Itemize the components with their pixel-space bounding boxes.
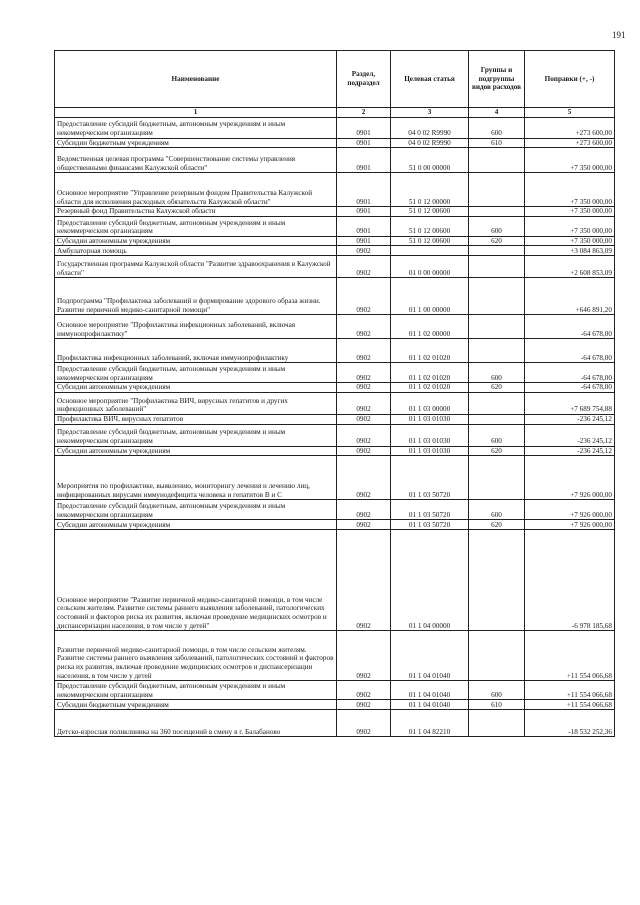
- row-group-cell: [469, 207, 525, 217]
- table-row: [55, 530, 615, 631]
- table-row: [55, 216, 615, 236]
- row-target-cell: 04 0 02 R9990: [391, 117, 469, 138]
- row-section-cell: 0902: [337, 446, 391, 456]
- row-section-cell: 0902: [337, 530, 391, 631]
- row-target-cell: 01 1 04 01040: [391, 681, 469, 700]
- row-section-cell: 0902: [337, 392, 391, 414]
- row-group-cell: [469, 456, 525, 500]
- row-target-cell: 51 0 12 00600: [391, 236, 469, 246]
- row-amount-cell: +7 926 000,00: [525, 500, 615, 520]
- row-amount-cell: +7 350 000,00: [525, 148, 615, 173]
- row-target-cell: 01 1 03 01030: [391, 446, 469, 456]
- row-amount-cell: +7 350 000,00: [525, 236, 615, 246]
- row-name-cell: Основное мероприятие "Развитие первичной медико-санитарной помощи, в том числе сельским жителям. Развитие системы раннего выявления заболеваний, патологических состояний и факторов риска их развития, включая проведение медицинских осмотров и диспансеризации населения, в том числе у детей": [55, 530, 337, 631]
- row-section-cell: 0901: [337, 216, 391, 236]
- row-group-cell: 620: [469, 520, 525, 530]
- table-row: [55, 414, 615, 424]
- row-section-cell: 0902: [337, 710, 391, 737]
- row-group-cell: [469, 530, 525, 631]
- row-target-cell: 01 1 04 01040: [391, 631, 469, 681]
- row-target-cell: 01 0 00 00000: [391, 256, 469, 278]
- row-group-cell: 600: [469, 216, 525, 236]
- row-amount-cell: +7 926 000,00: [525, 456, 615, 500]
- row-section-cell: 0902: [337, 520, 391, 530]
- row-section-cell: 0902: [337, 383, 391, 393]
- row-name-cell: Предоставление субсидий бюджетным, автономным учреждениям и иным некоммерческим организациям: [55, 216, 337, 236]
- row-amount-cell: +11 554 066,68: [525, 700, 615, 710]
- row-target-cell: [391, 246, 469, 256]
- table-row: [55, 631, 615, 681]
- row-name-cell: Развитие первичной медико-санитарной помощи, в том числе сельским жителям. Развитие системы раннего выявления заболеваний, патологических состояний и факторов риска их развития, включая проведение медицинских осмотров и диспансеризации населения, в том числе у детей: [55, 631, 337, 681]
- row-group-cell: [469, 148, 525, 173]
- row-name-cell: Основное мероприятие "Профилактика инфекционных заболеваний, включая иммунопрофилактику": [55, 315, 337, 339]
- table-row: [55, 700, 615, 710]
- row-target-cell: 01 1 03 00000: [391, 392, 469, 414]
- row-target-cell: 04 0 02 R9990: [391, 138, 469, 148]
- row-group-cell: [469, 339, 525, 363]
- row-name-cell: Государственная программа Калужской области "Развитие здравоохранения в Калужской области": [55, 256, 337, 278]
- header-target: Целевая статья: [391, 51, 469, 108]
- row-target-cell: 01 1 03 01030: [391, 424, 469, 446]
- row-amount-cell: +7 350 000,00: [525, 207, 615, 217]
- row-group-cell: 600: [469, 500, 525, 520]
- row-name-cell: Основное мероприятие "Управление резервным фондом Правительства Калужской области для исполнения расходных обязательств Калужской области": [55, 173, 337, 207]
- row-name-cell: Субсидии автономным учреждениям: [55, 446, 337, 456]
- header-row: [55, 51, 615, 108]
- row-name-cell: Предоставление субсидий бюджетным, автономным учреждениям и иным некоммерческим организациям: [55, 424, 337, 446]
- col-number: 5: [525, 108, 615, 118]
- row-group-cell: 620: [469, 383, 525, 393]
- table-row: [55, 138, 615, 148]
- row-amount-cell: +3 084 863,09: [525, 246, 615, 256]
- row-amount-cell: +2 608 853,09: [525, 256, 615, 278]
- row-amount-cell: +7 350 000,00: [525, 216, 615, 236]
- header-name: Наименование: [55, 51, 337, 108]
- row-target-cell: 51 0 00 00000: [391, 148, 469, 173]
- row-name-cell: Предоставление субсидий бюджетным, автономным учреждениям и иным некоммерческим организациям: [55, 363, 337, 383]
- table-row: [55, 315, 615, 339]
- row-section-cell: 0902: [337, 456, 391, 500]
- table-row: [55, 446, 615, 456]
- row-amount-cell: -64 678,00: [525, 363, 615, 383]
- table-row: [55, 363, 615, 383]
- header-amendments: Поправки (+, -): [525, 51, 615, 108]
- row-amount-cell: +11 554 066,68: [525, 681, 615, 700]
- row-name-cell: Субсидии бюджетным учреждениям: [55, 138, 337, 148]
- row-section-cell: 0901: [337, 236, 391, 246]
- row-name-cell: Предоставление субсидий бюджетным, автономным учреждениям и иным некоммерческим организациям: [55, 500, 337, 520]
- row-section-cell: 0902: [337, 363, 391, 383]
- row-target-cell: 01 1 02 00000: [391, 315, 469, 339]
- row-amount-cell: -236 245,12: [525, 446, 615, 456]
- budget-amendments-table: [54, 50, 615, 737]
- row-group-cell: [469, 414, 525, 424]
- table-row: [55, 681, 615, 700]
- table-row: [55, 236, 615, 246]
- row-name-cell: Детско-взрослая поликлиника на 360 посещений в смену в г. Балабаново: [55, 710, 337, 737]
- table-row: [55, 456, 615, 500]
- row-section-cell: 0901: [337, 117, 391, 138]
- table-row: [55, 246, 615, 256]
- row-group-cell: 600: [469, 117, 525, 138]
- row-section-cell: 0902: [337, 424, 391, 446]
- row-target-cell: 51 0 12 00600: [391, 207, 469, 217]
- row-target-cell: 01 1 00 00000: [391, 278, 469, 315]
- row-amount-cell: -6 978 185,68: [525, 530, 615, 631]
- row-section-cell: 0902: [337, 414, 391, 424]
- header-section: Раздел, подраздел: [337, 51, 391, 108]
- row-section-cell: 0902: [337, 339, 391, 363]
- row-name-cell: Ведомственная целевая программа "Совершенствование системы управления общественными финансами Калужской области": [55, 148, 337, 173]
- row-amount-cell: +273 600,00: [525, 117, 615, 138]
- row-name-cell: Амбулаторная помощь: [55, 246, 337, 256]
- row-name-cell: Субсидии автономным учреждениям: [55, 236, 337, 246]
- row-section-cell: 0902: [337, 256, 391, 278]
- row-name-cell: Мероприятия по профилактике, выявлению, мониторингу лечения и лечению лиц, инфицированных вирусами иммунодефицита человека и гепатитов В и С: [55, 456, 337, 500]
- row-group-cell: 600: [469, 681, 525, 700]
- row-amount-cell: +273 600,00: [525, 138, 615, 148]
- col-number: 3: [391, 108, 469, 118]
- table-row: [55, 383, 615, 393]
- row-target-cell: 01 1 04 01040: [391, 700, 469, 710]
- row-amount-cell: -236 245,12: [525, 424, 615, 446]
- row-section-cell: 0902: [337, 500, 391, 520]
- row-amount-cell: +646 891,20: [525, 278, 615, 315]
- table-row: [55, 278, 615, 315]
- table-row: [55, 256, 615, 278]
- row-amount-cell: +11 554 066,68: [525, 631, 615, 681]
- row-name-cell: Предоставление субсидий бюджетным, автономным учреждениям и иным некоммерческим организациям: [55, 117, 337, 138]
- row-amount-cell: -236 245,12: [525, 414, 615, 424]
- row-target-cell: 01 1 03 01030: [391, 414, 469, 424]
- row-section-cell: 0902: [337, 246, 391, 256]
- row-amount-cell: +7 926 000,00: [525, 520, 615, 530]
- row-target-cell: 01 1 04 82210: [391, 710, 469, 737]
- row-target-cell: 01 1 03 50720: [391, 456, 469, 500]
- row-name-cell: Субсидии бюджетным учреждениям: [55, 700, 337, 710]
- table-row: [55, 710, 615, 737]
- row-name-cell: Резервный фонд Правительства Калужской области: [55, 207, 337, 217]
- row-section-cell: 0902: [337, 681, 391, 700]
- page-number: 191: [612, 30, 626, 40]
- table-row: [55, 173, 615, 207]
- column-number-row: [55, 108, 615, 118]
- table-row: [55, 339, 615, 363]
- row-section-cell: 0902: [337, 315, 391, 339]
- col-number: 1: [55, 108, 337, 118]
- row-group-cell: 600: [469, 424, 525, 446]
- row-amount-cell: -64 678,00: [525, 315, 615, 339]
- row-name-cell: Профилактика ВИЧ, вирусных гепатитов: [55, 414, 337, 424]
- row-amount-cell: -18 532 252,36: [525, 710, 615, 737]
- table-row: [55, 148, 615, 173]
- row-group-cell: 620: [469, 446, 525, 456]
- table-row: [55, 207, 615, 217]
- row-group-cell: [469, 246, 525, 256]
- header-group: Группы и подгруппы видов расходов: [469, 51, 525, 108]
- row-section-cell: 0902: [337, 631, 391, 681]
- row-amount-cell: -64 678,00: [525, 383, 615, 393]
- row-target-cell: 01 1 03 50720: [391, 520, 469, 530]
- row-group-cell: 610: [469, 700, 525, 710]
- col-number: 2: [337, 108, 391, 118]
- row-group-cell: 600: [469, 363, 525, 383]
- row-name-cell: Основное мероприятие "Профилактика ВИЧ, вирусных гепатитов и других инфекционных заболеваний": [55, 392, 337, 414]
- table-row: [55, 424, 615, 446]
- row-target-cell: 01 1 03 50720: [391, 500, 469, 520]
- row-amount-cell: -64 678,00: [525, 339, 615, 363]
- row-section-cell: 0901: [337, 138, 391, 148]
- row-group-cell: 610: [469, 138, 525, 148]
- row-group-cell: [469, 173, 525, 207]
- row-name-cell: Профилактика инфекционных заболеваний, включая иммунопрофилактику: [55, 339, 337, 363]
- row-section-cell: 0901: [337, 173, 391, 207]
- row-group-cell: [469, 278, 525, 315]
- row-group-cell: [469, 256, 525, 278]
- row-section-cell: 0902: [337, 700, 391, 710]
- row-name-cell: Субсидии автономным учреждениям: [55, 520, 337, 530]
- row-target-cell: 51 0 12 00000: [391, 173, 469, 207]
- row-target-cell: 51 0 12 00600: [391, 216, 469, 236]
- row-section-cell: 0902: [337, 278, 391, 315]
- row-group-cell: [469, 631, 525, 681]
- row-section-cell: 0901: [337, 207, 391, 217]
- row-group-cell: [469, 392, 525, 414]
- row-target-cell: 01 1 02 01020: [391, 383, 469, 393]
- table-row: [55, 520, 615, 530]
- row-target-cell: 01 1 02 01020: [391, 363, 469, 383]
- row-target-cell: 01 1 02 01020: [391, 339, 469, 363]
- row-group-cell: [469, 315, 525, 339]
- table-row: [55, 500, 615, 520]
- table-body: [55, 117, 615, 737]
- row-section-cell: 0901: [337, 148, 391, 173]
- table-row: [55, 117, 615, 138]
- table-row: [55, 392, 615, 414]
- row-group-cell: [469, 710, 525, 737]
- row-name-cell: Предоставление субсидий бюджетным, автономным учреждениям и иным некоммерческим организациям: [55, 681, 337, 700]
- row-group-cell: 620: [469, 236, 525, 246]
- row-target-cell: 01 1 04 00000: [391, 530, 469, 631]
- row-amount-cell: +7 350 000,00: [525, 173, 615, 207]
- row-name-cell: Субсидии автономным учреждениям: [55, 383, 337, 393]
- row-amount-cell: +7 689 754,88: [525, 392, 615, 414]
- col-number: 4: [469, 108, 525, 118]
- row-name-cell: Подпрограмма "Профилактика заболеваний и формирование здорового образа жизни. Развитие первичной медико-санитарной помощи": [55, 278, 337, 315]
